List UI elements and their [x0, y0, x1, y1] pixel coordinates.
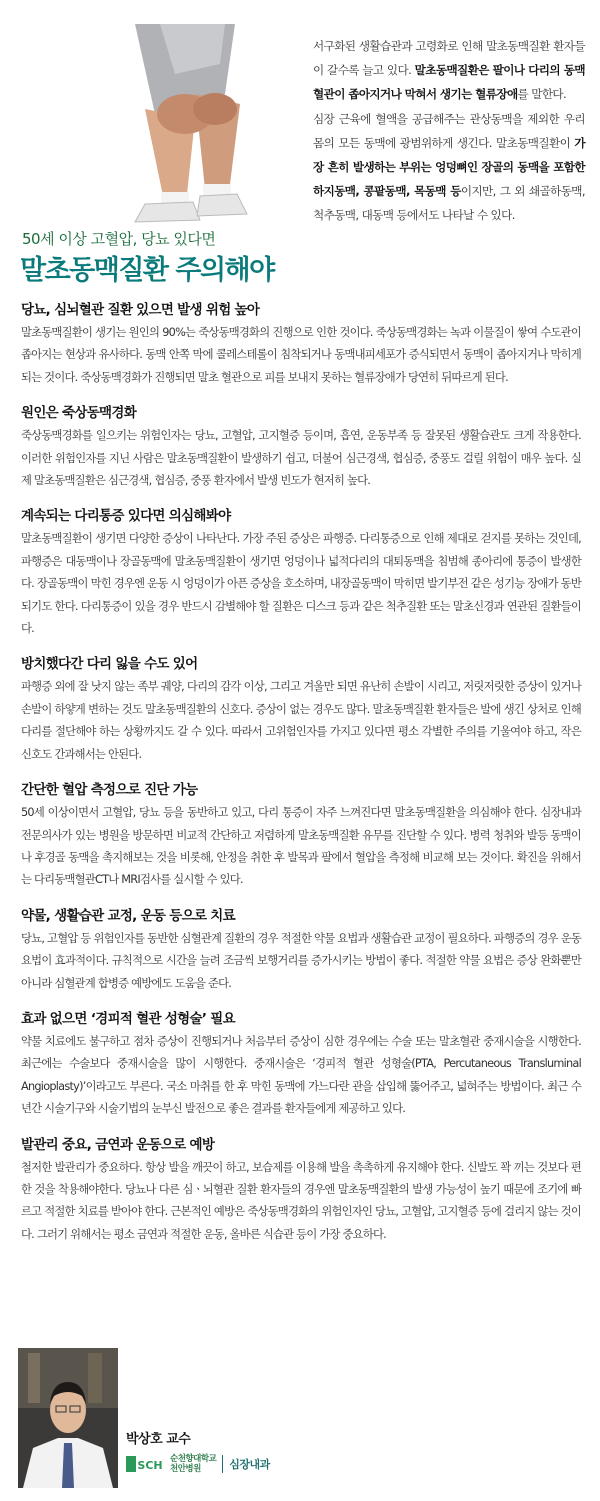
hospital-affiliation — [126, 1452, 270, 1476]
section-body: 파행증 외에 잘 낫지 않는 족부 궤양, 다리의 감각 이상, 그리고 겨울만 되면 유난히 손발이 시리고, 저릿저릿한 증상이 있거나 손발이 하얗게 변하는 것도 말초동맥질환의 신호다. 증상이 없는 경우도 많다. 말초동맥질환 환자들은 발에 생긴 상처로 인해 다리를 절단해야 하는 상황까지도 갈 수 있다. 따라서 고위험인자를 가지고 있다면 평소 각별한 주의를 기울여야 하고, 작은 신호도 간과해서는 안된다. — [21, 680, 581, 761]
department-name: 심장내과 — [229, 1458, 270, 1471]
section-body: 당뇨, 고혈압 등 위험인자를 동반한 심혈관계 질환의 경우 적절한 약물 요법과 생활습관 교정이 필요하다. 파행증의 경우 운동요법이 효과적이다. 규칙적으로 시간을 늘려 조금씩 보행거리를 증가시키는 방법이 좋다. 적절한 약물 요법은 증상 완화뿐만 아니라 심혈관계 합병증 예방에도 도움을 준다. — [21, 931, 581, 990]
author-portrait — [18, 1348, 118, 1488]
section-body: 약물 치료에도 불구하고 점차 증상이 진행되거나 처음부터 증상이 심한 경우에는 수술 또는 말초혈관 중재시술을 시행한다. 최근에는 수술보다 중재시술을 많이 시행한다. 중재시술은 ‘경피적 혈관 성형술(PTA, Percutaneous Transluminal Angioplasty)’이라고도 부른다. 국소 마취를 한 후 막힌 동맥에 가느다란 관을 삽입해 뚫어주고, 넓혀주는 방법이다. 최근 수년간 시술기구와 시술기법의 눈부신 발전으로 좋은 결과를 환자들에게 제공하고 있다. — [21, 1034, 581, 1116]
section-body: 말초동맥질환이 생기는 원인의 90%는 죽상동맥경화의 진행으로 인한 것이다. 죽상동맥경화는 녹과 이물질이 쌓여 수도관이 좁아지는 현상과 유사하다. 동맥 안쪽 막에 콜레스테롤이 침착되거나 동맥내피세포가 증식되면서 동맥이 좁아지거나 막히게 되는 것이다. 죽상동맥경화가 진행되면 말초 혈관으로 피를 보내지 못하는 혈류장애가 당연히 뒤따르게 된다. — [21, 326, 581, 384]
section-heading: 발관리 중요, 금연과 운동으로 예방 — [21, 1136, 215, 1153]
section-causes-risk — [21, 300, 581, 389]
section-body: 죽상동맥경화를 일으키는 위험인자는 당뇨, 고혈압, 고지혈증 등이며, 흡연, 운동부족 등 잘못된 생활습관도 크게 작용한다. 이러한 위험인자를 지닌 사람은 말초동맥질환이 발생하기 쉽고, 더불어 심근경색, 협심증, 중풍도 걸릴 위험이 매우 높다. 실제 말초동맥질환은 심근경색, 협심증, 중풍 환자에서 발생 빈도가 현저히 높다. — [21, 429, 581, 488]
section-diagnosis — [21, 780, 581, 892]
section-heading: 당뇨, 심뇌혈관 질환 있으면 발생 위험 높아 — [21, 302, 260, 318]
article-body — [21, 300, 581, 1260]
section-body: 철저한 발관리가 중요하다. 항상 발을 깨끗이 하고, 보습제를 이용해 발을 촉촉하게 유지해야 한다. 신발도 꽉 끼는 것보다 편한 것을 착용해야한다. 당뇨나 다른 심ㆍ뇌혈관 질환 환자들의 경우엔 말초동맥질환의 발생 가능성이 높기 때문에 조기에 빠르고 적절한 치료를 받아야 한다. 근본적인 예방은 죽상동맥경화의 위험인자인 당뇨, 고혈압, 고지혈증 등에 걸리지 않는 것이다. 그러기 위해서는 평소 금연과 적절한 운동, 올바른 식습관 등이 가장 중요하다. — [21, 1160, 581, 1241]
hospital-logo-icon — [126, 1454, 166, 1474]
section-heading: 원인은 죽상동맥경화 — [21, 405, 137, 422]
knee-pain-photo — [75, 24, 300, 224]
intro-paragraph-1: 서구화된 생활습관과 고령화로 인해 말초동맥질환 환자들이 갈수록 늘고 있다. 말초동맥질환은 팔이나 다리의 동맥혈관이 좁아지거나 막혀서 생기는 혈류장애를 말한다. — [313, 39, 585, 102]
section-heading: 효과 없으면 ‘경피적 혈관 성형술’ 필요 — [21, 1010, 235, 1027]
section-leg-pain — [21, 506, 581, 640]
article-title: 말초동맥질환 주의해야 — [20, 255, 274, 286]
section-prevention — [21, 1135, 581, 1247]
section-treatment — [21, 906, 581, 995]
section-angioplasty — [21, 1009, 581, 1121]
author-block — [18, 1348, 578, 1488]
intro-paragraph-2: 심장 근육에 혈액을 공급해주는 관상동맥을 제외한 우리 몸의 모든 동맥에 광범위하게 생긴다. 말초동맥질환이 가장 흔히 발생하는 부위는 엉덩뼈인 장골의 동맥을 포함한 하지동맥, 콩팥동맥, 목동맥 등이지만, 그 외 쇄골하동맥, 척추동맥, 대동맥 등에서도 나타날 수 있다. — [313, 111, 585, 223]
section-heading: 방치했다간 다리 잃을 수도 있어 — [21, 656, 198, 673]
hero-section — [0, 0, 600, 300]
section-heading: 간단한 혈압 측정으로 진단 가능 — [21, 782, 198, 799]
section-body: 말초동맥질환이 생기면 다양한 증상이 나타난다. 가장 주된 증상은 파행증. 다리통증으로 인해 제대로 걷지를 못하는 것인데, 파행증은 대동맥이나 장골동맥에 말초동맥질환이 생기면 엉덩이나 넓적다리의 대퇴동맥을 침범해 종아리에 통증이 발생한다. 장골동맥이 막힌 경우엔 운동 시 엉덩이가 아픈 증상을 호소하며, 내장골동맥이 막히면 발기부전 같은 성기능 장애가 동반되기도 한다. 다리통증이 있을 경우 반드시 감별해야 할 질환은 디스크 등과 같은 척추질환 또는 말초신경과 연관된 질환들이다. — [21, 532, 581, 636]
article-subtitle: 50세 이상 고혈압, 당뇨 있다면 — [22, 230, 216, 248]
section-atherosclerosis — [21, 403, 581, 492]
intro-text — [313, 34, 585, 228]
section-heading: 계속되는 다리통증 있다면 의심해봐야 — [21, 508, 231, 525]
author-name: 박상호 교수 — [126, 1432, 191, 1447]
hospital-name-line1: 순천향대학교 — [170, 1454, 217, 1464]
divider — [222, 1455, 223, 1473]
section-body: 50세 이상이면서 고혈압, 당뇨 등을 동반하고 있고, 다리 통증이 자주 느껴진다면 말초동맥질환을 의심해야 한다. 심장내과 전문의사가 있는 병원을 방문하면 비교적 간단하고 저렴하게 말초동맥질환 유무를 진단할 수 있다. 병력 청취와 발등 동맥이나 후경골 동맥을 촉지해보는 것을 비롯해, 안정을 취한 후 발목과 팔에서 혈압을 측정해 비교해 보는 것이다. 확진을 위해서는 다리동맥혈관CT나 MRI검사를 실시할 수 있다. — [21, 806, 581, 887]
hospital-name-line2: 천안병원 — [170, 1464, 201, 1474]
section-leg-loss — [21, 654, 581, 766]
hospital-name — [170, 1454, 216, 1474]
logo-text: SCH — [137, 1459, 163, 1472]
section-heading: 약물, 생활습관 교정, 운동 등으로 치료 — [21, 907, 235, 924]
